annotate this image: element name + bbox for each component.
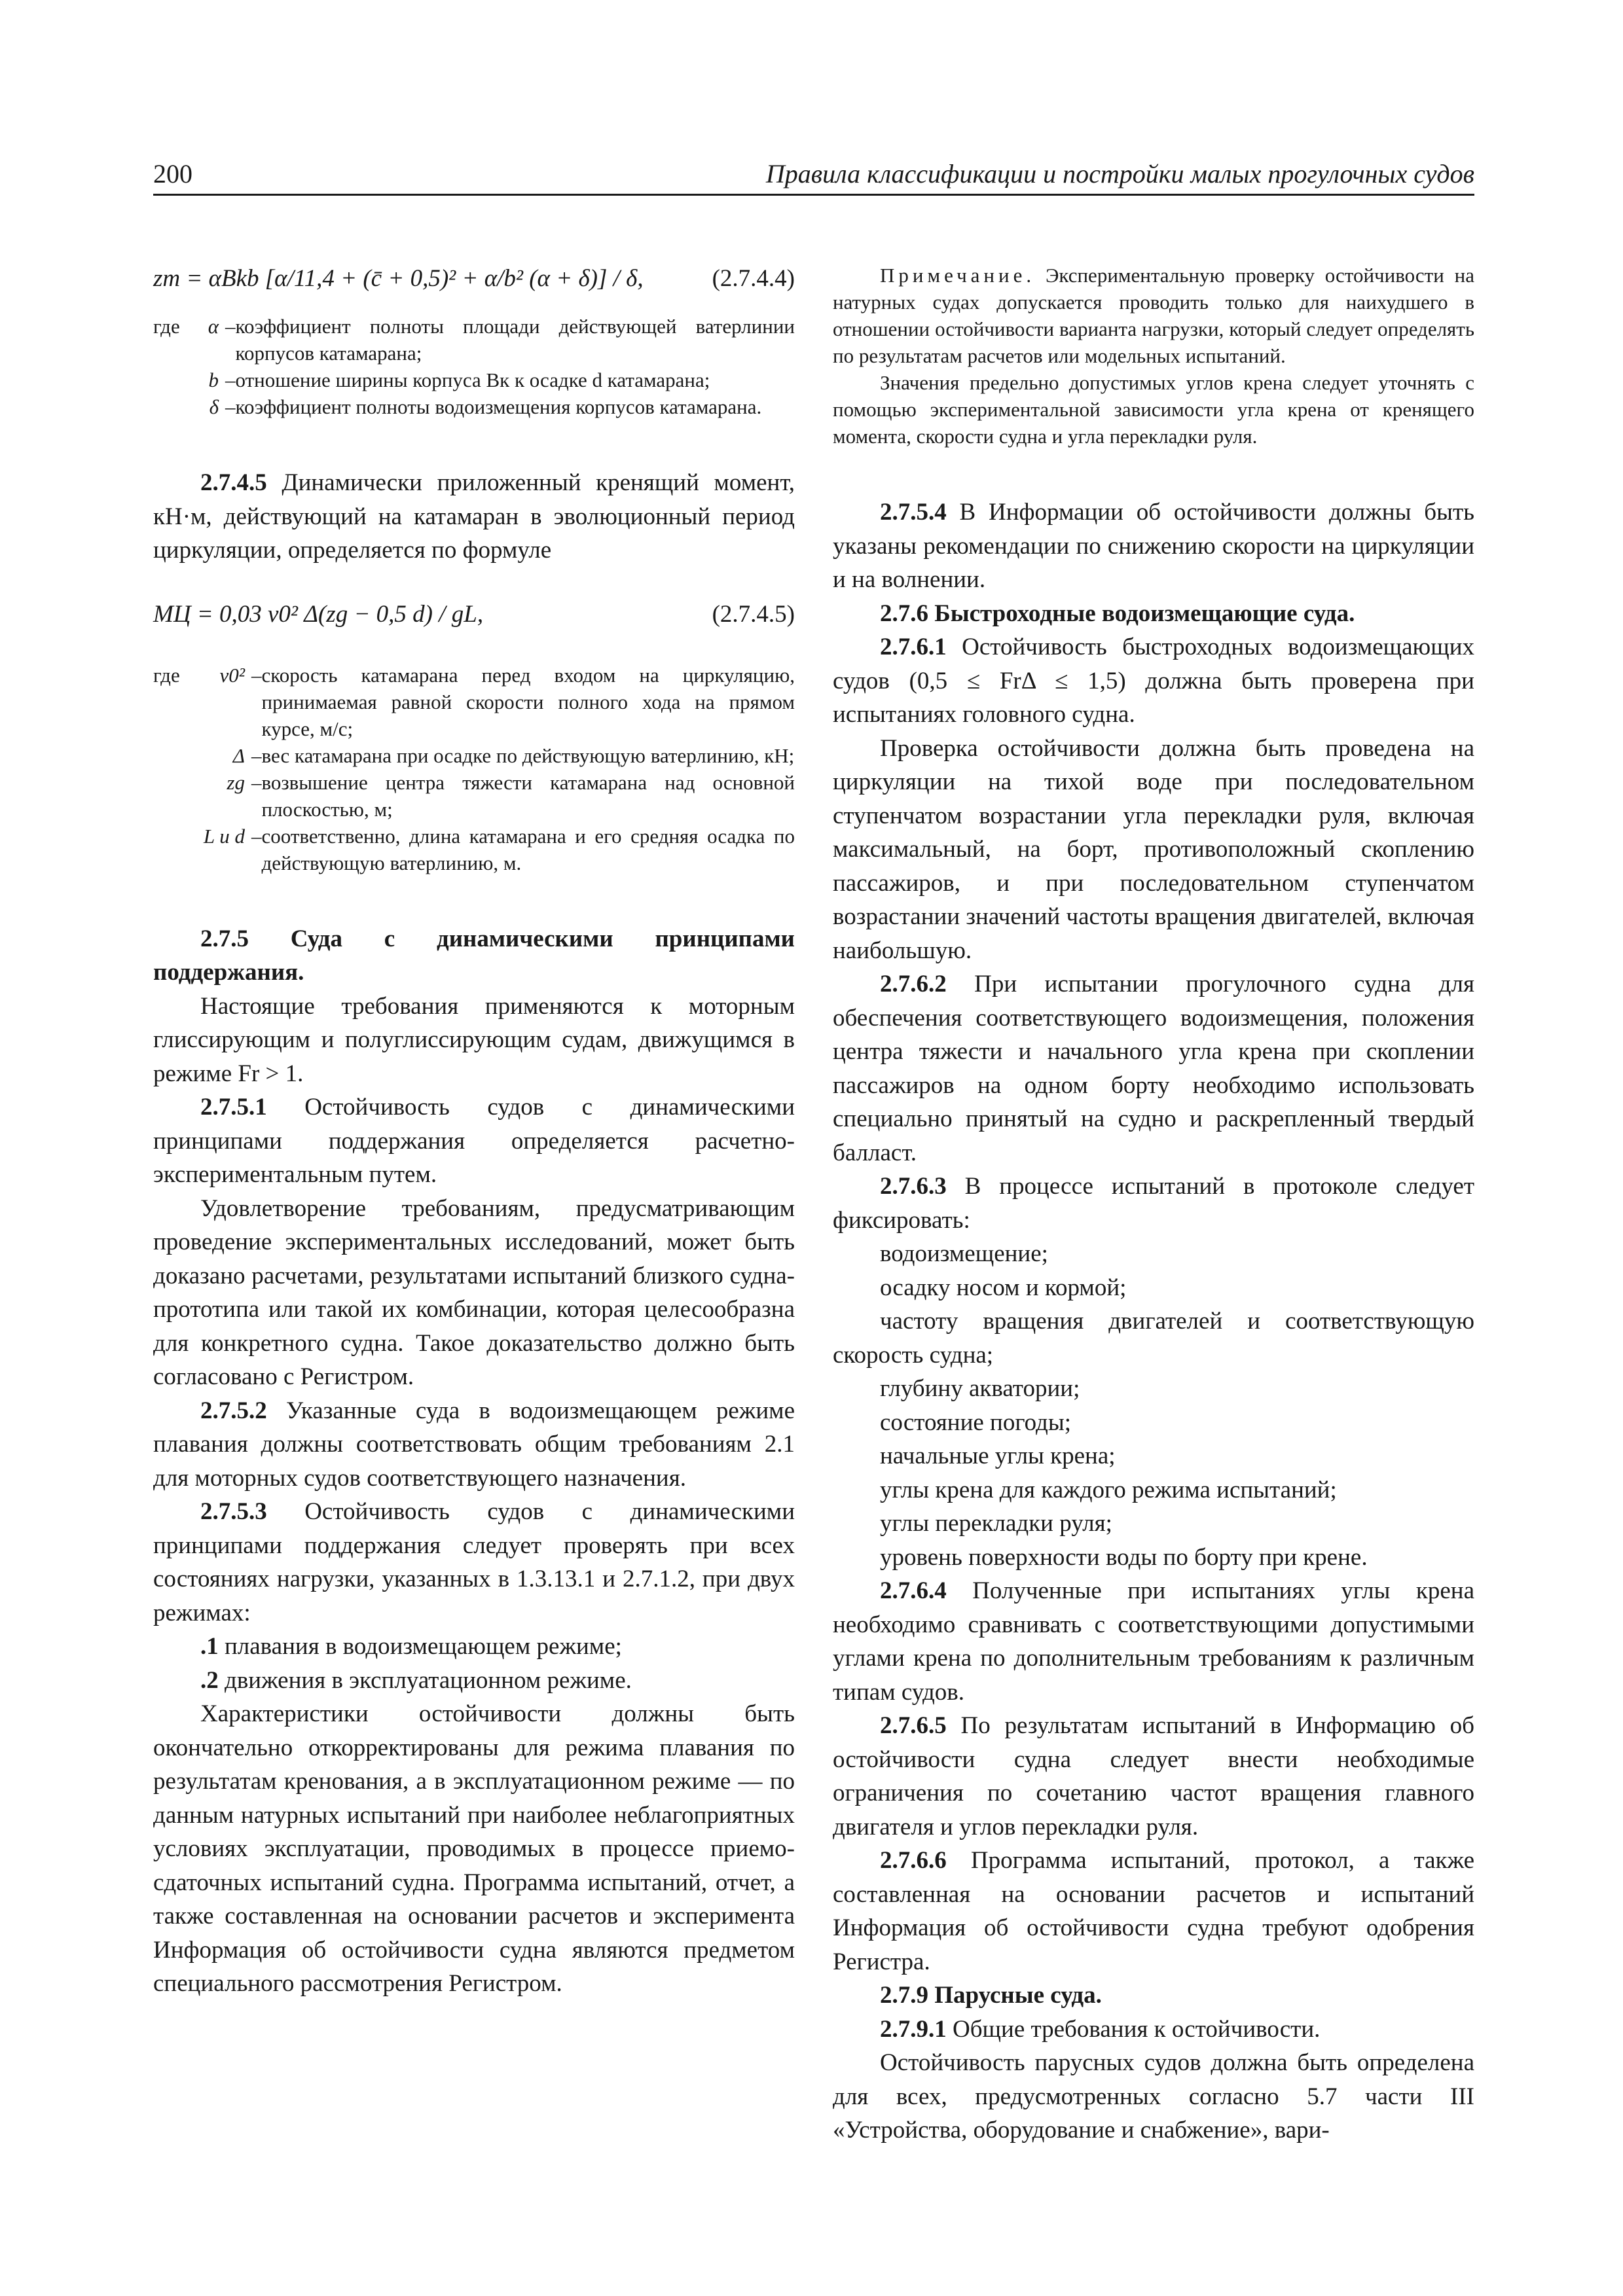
where-symbol: v0²: [219, 663, 245, 687]
where-symbol: δ: [209, 395, 219, 418]
where-list-2: [153, 662, 795, 876]
where-dash: –: [251, 663, 262, 687]
where-symbol: zg: [227, 770, 245, 794]
list-item: .2 движения в эксплуатационном режиме.: [200, 1666, 632, 1694]
fixation-list: [833, 1237, 1474, 1574]
section-heading-2-7-9: 2.7.9 Парусные суда.: [880, 1982, 1102, 2009]
where-label: [153, 769, 192, 823]
list-item: углы перекладки руля;: [880, 1510, 1112, 1537]
where-item: [153, 367, 795, 393]
note-block: [833, 262, 1474, 450]
list-item: состояние погоды;: [880, 1408, 1071, 1436]
where-label: [153, 393, 192, 420]
paragraph-2-7-6-2: 2.7.6.2 При испытании прогулочного судна для обеспечения соответствующего водоизмещения, положения центра тяжести и начального угла крена при скоплении пассажиров на одном борту необходимо использовать специально принятый на судно и раскрепленный твердый балласт.: [833, 971, 1474, 1166]
where-label: [153, 823, 192, 876]
formula-number: (2.7.4.5): [712, 600, 795, 628]
where-text: возвышение центра тяжести катамарана над основной плоскостью, м;: [261, 770, 795, 821]
where-dash: –: [225, 315, 236, 338]
where-text: скорость катамарана перед входом на циркуляцию, принимаемая равной скорости полного хода на прямом курсе, м/с;: [261, 663, 795, 740]
paragraph-2-7-6-5: 2.7.6.5 По результатам испытаний в Информацию об остойчивости судна следует внести необходимые ограничения по сочетанию частот вращения главного двигателя и углов перекладки руля.: [833, 1712, 1474, 1840]
paragraph-2-7-5-4: 2.7.5.4 В Информации об остойчивости должны быть указаны рекомендации по снижению скорости на циркуляции и на волнении.: [833, 499, 1474, 593]
where-label: где: [153, 315, 180, 338]
paragraph-2-7-5-1b: Удовлетворение требованиям, предусматривающим проведение экспериментальных исследований, может быть доказано расчетами, результатами испытаний близкого судна-прототипа или такой их комбинации, которая целесообразна для конкретного судна. Такое доказательство должно быть согласовано с Регистром.: [153, 1194, 795, 1390]
header-rule: [153, 194, 1474, 196]
where-item: [153, 313, 795, 367]
formula-text: MЦ = 0,03 v0² Δ(zg − 0,5 d) / gL,: [153, 600, 484, 628]
where-symbol: Δ: [232, 744, 245, 767]
right-column: [833, 262, 1474, 2147]
list-item: .1 плавания в водоизмещающем режиме;: [200, 1633, 622, 1660]
note-label: Примечание.: [880, 264, 1036, 287]
where-symbol: α: [208, 315, 219, 338]
where-label: где: [153, 663, 180, 687]
paragraph-2-7-9-1: 2.7.9.1 Общие требования к остойчивости.: [880, 2015, 1321, 2043]
where-item: [153, 662, 795, 742]
paragraph-2-7-6-1: 2.7.6.1 Остойчивость быстроходных водоизмещающих судов (0,5 ≤ FrΔ ≤ 1,5) должна быть проверена при испытаниях головного судна.: [833, 634, 1474, 728]
where-dash: –: [225, 395, 236, 418]
where-list-1: [153, 313, 795, 420]
paragraph-2-7-6-6: 2.7.6.6 Программа испытаний, протокол, а также составленная на основании расчетов и испытаний Информация об остойчивости судна требуют одобрения Регистра.: [833, 1847, 1474, 1975]
where-text: вес катамарана при осадке по действующую ватерлинию, кН;: [261, 744, 795, 767]
where-symbol: b: [208, 368, 219, 391]
list-item: уровень поверхности воды по борту при крене.: [880, 1543, 1368, 1571]
page-header: [153, 154, 1474, 194]
formula-number: (2.7.4.4): [712, 265, 795, 292]
list-item: глубину акватории;: [880, 1375, 1080, 1402]
page-number: 200: [153, 159, 192, 188]
formula-text: zm = αBkb [α/11,4 + (c̄ + 0,5)² + α/b² (α + δ)] / δ,: [153, 265, 644, 292]
paragraph-2-7-6-1b: Проверка остойчивости должна быть проведена на циркуляции на тихой воде при последовательном ступенчатом возрастании угла перекладки руля, включая максимальный, на борт, противоположный скоплению пассажиров, и при последовательном ступенчатом возрастании значений частоты вращения двигателей, включая наибольшую.: [833, 734, 1474, 964]
paragraph-2-7-9-1b: Остойчивость парусных судов должна быть определена для всех, предусмотренных согласно 5.7 части III «Устройства, оборудование и снабжение», вари-: [833, 2049, 1474, 2144]
note-paragraph: Значения предельно допустимых углов крена следует уточнять с помощью экспериментальной зависимости угла крена от кренящего момента, скорости судна и угла перекладки руля.: [833, 371, 1474, 448]
formula-2-7-4-5: [153, 598, 795, 632]
paragraph-2-7-4-5: 2.7.4.5 Динамически приложенный кренящий момент, кН·м, действующий на катамаран в эволюционный период циркуляции, определяется по формуле: [153, 469, 795, 564]
where-text: отношение ширины корпуса Bк к осадке d катамарана;: [235, 368, 710, 391]
where-item: [153, 742, 795, 769]
list-item: водоизмещение;: [880, 1240, 1048, 1267]
paragraph-2-7-6-4: 2.7.6.4 Полученные при испытаниях углы крена необходимо сравнивать с соответствующими допустимыми углами крена по дополнительным требованиям к различным типам судов.: [833, 1577, 1474, 1706]
paragraph-2-7-5-3b: Характеристики остойчивости должны быть окончательно откорректированы для режима плавания по результатам кренования, а в эксплуатационном режиме — по данным натурных испытаний при наиболее неблагоприятных условиях эксплуатации, проводимых в процессе приемо-сдаточных испытаний судна. Программа испытаний, отчет, а также составленная на основании расчетов и эксперимента Информация об остойчивости судна являются предметом специального рассмотрения Регистром.: [153, 1700, 795, 1997]
paragraph-2-7-5-2: 2.7.5.2 Указанные суда в водоизмещающем режиме плавания должны соответствовать общим требованиям 2.1 для моторных судов соответствующего назначения.: [153, 1397, 795, 1492]
list-item: углы крена для каждого режима испытаний;: [880, 1476, 1337, 1503]
left-column: [153, 262, 795, 2001]
running-title: Правила классификации и постройки малых прогулочных судов: [765, 159, 1474, 188]
list-item: начальные углы крена;: [880, 1443, 1116, 1469]
where-text: коэффициент полноты водоизмещения корпусов катамарана.: [235, 395, 762, 418]
list-item: осадку носом и кормой;: [880, 1274, 1127, 1301]
where-dash: –: [251, 770, 262, 794]
where-label: [153, 742, 192, 769]
where-item: [153, 823, 795, 876]
paragraph-2-7-5-1: 2.7.5.1 Остойчивость судов с динамическими принципами поддержания определяется расчетно-экспериментальным путем.: [153, 1094, 795, 1188]
paragraph-2-7-5-3: 2.7.5.3 Остойчивость судов с динамическими принципами поддержания следует проверять при всех состояниях нагрузки, указанных в 1.3.13.1 и 2.7.1.2, при двух режимах:: [153, 1498, 795, 1626]
section-heading-2-7-5: 2.7.5 Суда с динамическими принципами поддержания.: [153, 925, 795, 986]
formula-2-7-4-4: [153, 262, 795, 296]
where-text: коэффициент полноты площади действующей ватерлинии корпусов катамарана;: [235, 315, 795, 365]
paragraph-2-7-6-3: 2.7.6.3 В процессе испытаний в протоколе следует фиксировать:: [833, 1173, 1474, 1234]
where-item: [153, 769, 795, 823]
list-item: частоту вращения двигателей и соответствующую скорость судна;: [833, 1308, 1474, 1369]
note-paragraph: Примечание. Экспериментальную проверку остойчивости на натурных судах допускается проводить только для наихудшего в отношении остойчивости варианта нагрузки, который следует определять по результатам расчетов или модельных испытаний.: [833, 264, 1474, 367]
where-dash: –: [251, 824, 262, 848]
where-label: [153, 367, 192, 393]
where-item: [153, 393, 795, 420]
where-dash: –: [251, 744, 262, 767]
paragraph-2-7-5-intro: Настоящие требования применяются к моторным глиссирующим и полуглиссирующим судам, движущимся в режиме Fr > 1.: [153, 992, 795, 1087]
section-heading-2-7-6: 2.7.6 Быстроходные водоизмещающие суда.: [880, 600, 1355, 627]
where-text: соответственно, длина катамарана и его средняя осадка по действующую ватерлинию, м.: [261, 824, 795, 874]
where-symbol: L и d: [203, 824, 245, 848]
where-dash: –: [225, 368, 236, 391]
